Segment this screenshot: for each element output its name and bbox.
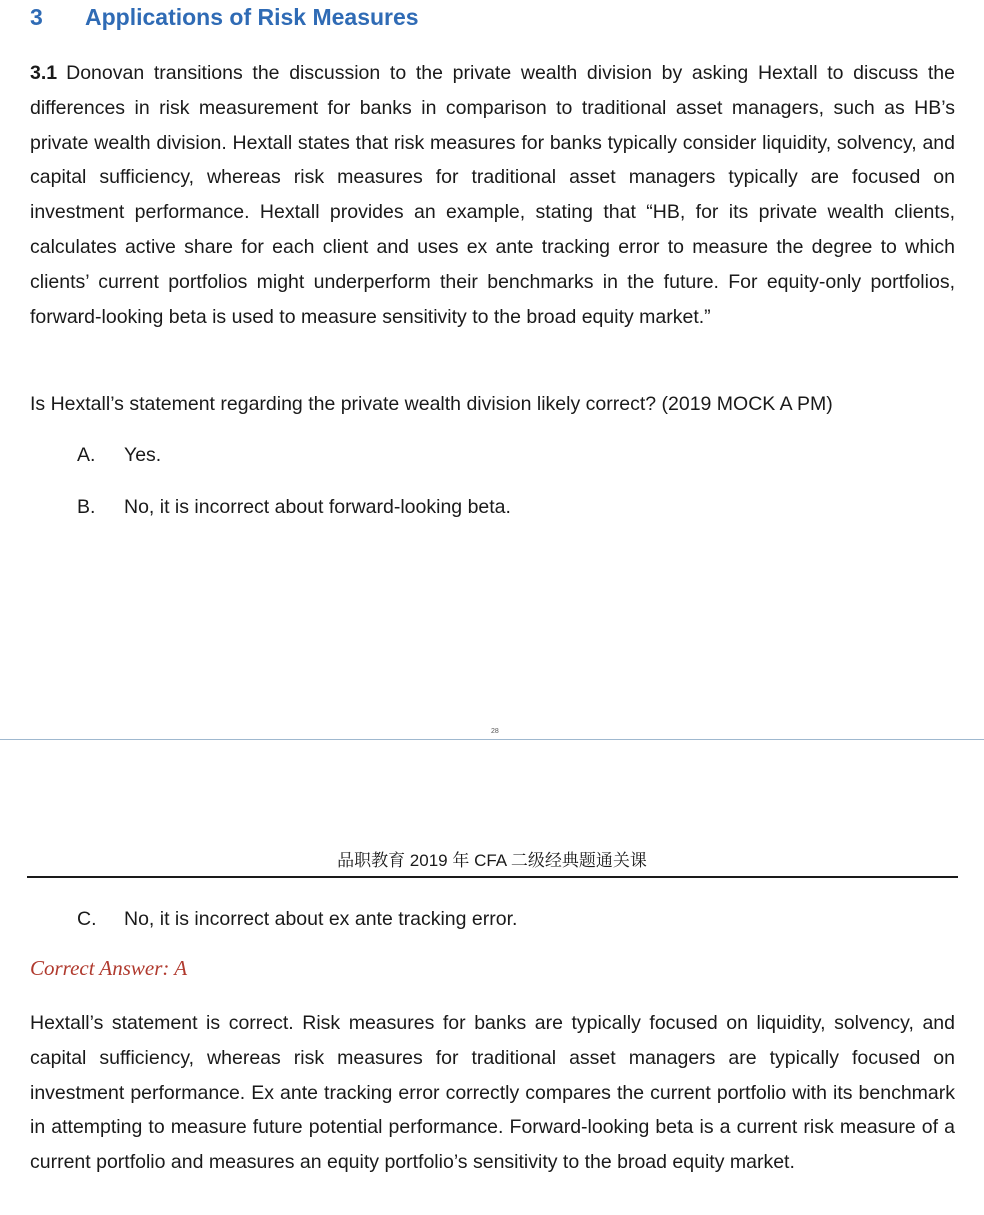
question-text: Donovan transitions the discussion to the private wealth division by asking Hextall to discuss the differences in risk measurement for banks in comparison to traditional asset managers, such as HB’s private wealth division. Hextall states that risk measures for banks typically consider liquidity, solvency, and capital sufficiency, whereas risk measures for traditional asset managers typically are focused on investment performance. Hextall provides an example, stating that “HB, for its private wealth clients, calculates active share for each client and uses ex ante tracking error to measure the degree to which clients’ current portfolios might underperform their benchmarks in the future. For equity-only portfolios, forward-looking beta is used to measure sensitivity to the broad equity market.” [30, 62, 955, 328]
section-title: Applications of Risk Measures [85, 4, 419, 30]
option-text: No, it is incorrect about ex ante tracking error. [124, 908, 518, 930]
section-number: 3 [30, 4, 43, 30]
option-letter: C. [77, 908, 97, 930]
question-paragraph [30, 56, 955, 334]
question-prompt: Is Hextall’s statement regarding the private wealth division likely correct? (2019 MOCK A PM) [30, 393, 833, 415]
running-header: 品职教育 2019 年 CFA 二级经典题通关课 [337, 851, 647, 870]
page-number: 28 [491, 728, 499, 735]
option-letter: B. [77, 496, 96, 518]
option-c [77, 904, 517, 934]
option-text: No, it is incorrect about forward-looking beta. [124, 496, 511, 518]
option-text: Yes. [124, 444, 162, 466]
option-letter: A. [77, 444, 96, 466]
option-a [77, 440, 161, 470]
page-divider [0, 739, 984, 740]
header-rule [27, 876, 958, 878]
section-heading [30, 4, 419, 31]
question-number: 3.1 [30, 62, 58, 84]
option-b [77, 492, 511, 522]
answer-explanation: Hextall’s statement is correct. Risk measures for banks are typically focused on liquidity, solvency, and capital sufficiency, whereas risk measures for traditional asset managers are typically focused on investment performance. Ex ante tracking error correctly compares the current portfolio with its benchmark in attempting to measure future potential performance. Forward-looking beta is a current risk measure of a current portfolio and measures an equity portfolio’s sensitivity to the broad equity market. [30, 1012, 955, 1174]
correct-answer-label: Correct Answer: A [30, 956, 188, 980]
